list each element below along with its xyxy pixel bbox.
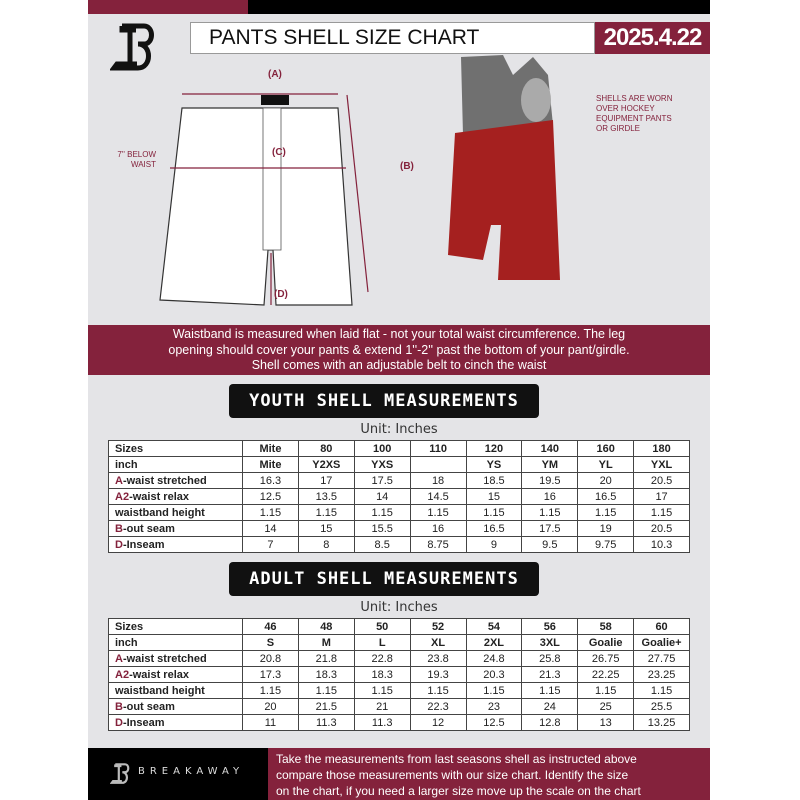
- table-cell: 16.3: [243, 473, 299, 489]
- row-label: [109, 651, 243, 667]
- measurement-letter: A: [115, 652, 123, 665]
- table-cell: 7: [243, 537, 299, 553]
- table-cell: 1.15: [466, 505, 522, 521]
- photo-note-line: SHELLS ARE WORN: [596, 94, 673, 103]
- row-label-text: -Inseam: [122, 716, 165, 729]
- row-label-text: Sizes: [115, 620, 144, 633]
- row-label-text: -out seam: [122, 700, 175, 713]
- table-cell: 19.5: [522, 473, 578, 489]
- table-cell: 20: [243, 699, 299, 715]
- row-label-text: Sizes: [115, 442, 144, 455]
- measurement-letter: B: [115, 522, 123, 535]
- row-label-text: -waist relax: [129, 668, 189, 681]
- footer-line: compare those measurements with our size chart. Identify the size: [276, 768, 629, 782]
- measurement-letter: A2: [115, 668, 130, 681]
- table-cell: 1.15: [298, 505, 354, 521]
- table-cell: 11.3: [298, 715, 354, 731]
- table-cell: 17.5: [354, 473, 410, 489]
- breakaway-logo-small: [110, 762, 132, 786]
- table-cell: 46: [243, 619, 299, 635]
- table-cell: YXS: [354, 457, 410, 473]
- measurement-note-band: [88, 325, 710, 375]
- table-cell: M: [298, 635, 354, 651]
- table-cell: 1.15: [634, 683, 690, 699]
- table-cell: 48: [298, 619, 354, 635]
- row-label: [109, 489, 243, 505]
- table-cell: 1.15: [522, 505, 578, 521]
- table-cell: 19: [578, 521, 634, 537]
- row-label-text: -waist relax: [129, 490, 189, 503]
- table-cell: 14: [354, 489, 410, 505]
- table-cell: YL: [578, 457, 634, 473]
- row-label: [109, 619, 243, 635]
- table-cell: Goalie+: [634, 635, 690, 651]
- table-cell: YXL: [634, 457, 690, 473]
- band-line: Shell comes with an adjustable belt to cinch the waist: [251, 358, 547, 372]
- photo-note-line: OVER HOCKEY: [596, 104, 655, 113]
- photo-note-line: EQUIPMENT PANTS: [596, 114, 672, 123]
- table-cell: 1.15: [410, 505, 466, 521]
- measurement-letter: A2: [115, 490, 130, 503]
- table-cell: Mite: [243, 441, 299, 457]
- table-cell: 21.5: [298, 699, 354, 715]
- table-row: [109, 667, 690, 683]
- photo-note: [596, 94, 672, 134]
- table-cell: 58: [578, 619, 634, 635]
- table-cell: 19.3: [410, 667, 466, 683]
- table-cell: 15: [298, 521, 354, 537]
- table-cell: 1.15: [522, 683, 578, 699]
- table-cell: 25.5: [634, 699, 690, 715]
- table-cell: 15.5: [354, 521, 410, 537]
- measurement-letter: D: [115, 716, 123, 729]
- table-cell: 110: [410, 441, 466, 457]
- table-cell: 18: [410, 473, 466, 489]
- table-row: [109, 473, 690, 489]
- table-cell: 160: [578, 441, 634, 457]
- table-cell: 13: [578, 715, 634, 731]
- row-label-text: -out seam: [122, 522, 175, 535]
- label-a: (A): [268, 69, 282, 80]
- table-cell: 1.15: [410, 683, 466, 699]
- table-cell: 14.5: [410, 489, 466, 505]
- table-cell: 21: [354, 699, 410, 715]
- label-d: (D): [274, 289, 288, 300]
- band-line: Waistband is measured when laid flat - not your total waist circumference. The leg: [172, 327, 626, 341]
- table-cell: 16: [410, 521, 466, 537]
- table-cell: 1.15: [578, 505, 634, 521]
- table-cell: 10.3: [634, 537, 690, 553]
- row-label: [109, 715, 243, 731]
- table-cell: 22.8: [354, 651, 410, 667]
- adult-size-table: [108, 618, 690, 731]
- footer-line: on the chart, if you need a larger size move up the scale on the chart: [276, 784, 641, 798]
- table-cell: 23: [466, 699, 522, 715]
- table-cell: Y2XS: [298, 457, 354, 473]
- table-cell: S: [243, 635, 299, 651]
- table-cell: 50: [354, 619, 410, 635]
- c-note-line: 7'' BELOW: [117, 150, 156, 159]
- footer-instructions: [268, 748, 710, 800]
- table-cell: 20.5: [634, 521, 690, 537]
- table-cell: 22.3: [410, 699, 466, 715]
- row-label-text: inch: [115, 636, 138, 649]
- row-label-text: inch: [115, 458, 138, 471]
- table-cell: 23.25: [634, 667, 690, 683]
- table-cell: 13.25: [634, 715, 690, 731]
- table-cell: 20: [578, 473, 634, 489]
- table-cell: 14: [243, 521, 299, 537]
- measurement-letter: D: [115, 538, 123, 551]
- table-cell: 56: [522, 619, 578, 635]
- table-row: [109, 537, 690, 553]
- row-label: [109, 683, 243, 699]
- youth-size-table: [108, 440, 690, 553]
- table-row: [109, 457, 690, 473]
- row-label: [109, 699, 243, 715]
- table-cell: 20.5: [634, 473, 690, 489]
- table-cell: 1.15: [354, 683, 410, 699]
- table-cell: 9.75: [578, 537, 634, 553]
- table-cell: 17: [298, 473, 354, 489]
- row-label: [109, 635, 243, 651]
- table-cell: 18.3: [354, 667, 410, 683]
- table-cell: 1.15: [578, 683, 634, 699]
- table-cell: 8: [298, 537, 354, 553]
- table-cell: 22.25: [578, 667, 634, 683]
- table-cell: L: [354, 635, 410, 651]
- row-label-text: -Inseam: [122, 538, 165, 551]
- table-cell: 3XL: [522, 635, 578, 651]
- table-cell: 12.8: [522, 715, 578, 731]
- top-strip-black: [248, 0, 710, 14]
- table-cell: 25.8: [522, 651, 578, 667]
- table-cell: 140: [522, 441, 578, 457]
- table-cell: 1.15: [634, 505, 690, 521]
- belt-buckle: [261, 95, 289, 105]
- table-row: [109, 651, 690, 667]
- brand-name: BREAKAWAY: [138, 766, 245, 777]
- table-cell: [410, 457, 466, 473]
- table-cell: XL: [410, 635, 466, 651]
- table-cell: 1.15: [243, 505, 299, 521]
- footer-line: Take the measurements from last seasons shell as instructed above: [276, 752, 637, 766]
- table-cell: 27.75: [634, 651, 690, 667]
- date-badge: 2025.4.22: [595, 22, 710, 54]
- table-cell: 11.3: [354, 715, 410, 731]
- table-row: [109, 489, 690, 505]
- table-cell: 18.3: [298, 667, 354, 683]
- row-label: [109, 457, 243, 473]
- table-cell: 16.5: [578, 489, 634, 505]
- table-row: [109, 699, 690, 715]
- table-cell: 23.8: [410, 651, 466, 667]
- adult-heading: ADULT SHELL MEASUREMENTS: [229, 562, 539, 596]
- row-label-text: -waist stretched: [122, 652, 207, 665]
- table-cell: 18.5: [466, 473, 522, 489]
- table-cell: 16.5: [466, 521, 522, 537]
- table-row: [109, 715, 690, 731]
- table-cell: 9.5: [522, 537, 578, 553]
- table-cell: 1.15: [298, 683, 354, 699]
- table-row: [109, 683, 690, 699]
- page-title: PANTS SHELL SIZE CHART: [190, 22, 595, 54]
- table-row: [109, 505, 690, 521]
- table-cell: 15: [466, 489, 522, 505]
- table-row: [109, 635, 690, 651]
- table-cell: 1.15: [466, 683, 522, 699]
- photo-note-line: OR GIRDLE: [596, 124, 641, 133]
- table-cell: 12.5: [243, 489, 299, 505]
- table-cell: 60: [634, 619, 690, 635]
- youth-heading: YOUTH SHELL MEASUREMENTS: [229, 384, 539, 418]
- table-cell: 120: [466, 441, 522, 457]
- table-cell: 52: [410, 619, 466, 635]
- c-note: [108, 150, 156, 170]
- table-cell: 12.5: [466, 715, 522, 731]
- row-label: [109, 521, 243, 537]
- table-cell: 1.15: [243, 683, 299, 699]
- c-note-line: WAIST: [130, 160, 156, 169]
- table-row: [109, 441, 690, 457]
- table-cell: 20.8: [243, 651, 299, 667]
- row-label: [109, 505, 243, 521]
- table-cell: 24: [522, 699, 578, 715]
- table-cell: 180: [634, 441, 690, 457]
- measurement-letter: B: [115, 700, 123, 713]
- table-row: [109, 521, 690, 537]
- pants-diagram: [148, 60, 448, 310]
- table-cell: YS: [466, 457, 522, 473]
- table-row: [109, 619, 690, 635]
- table-cell: 8.5: [354, 537, 410, 553]
- table-cell: 100: [354, 441, 410, 457]
- table-cell: 17.5: [522, 521, 578, 537]
- table-cell: 12: [410, 715, 466, 731]
- table-cell: 54: [466, 619, 522, 635]
- table-cell: 16: [522, 489, 578, 505]
- label-b: (B): [400, 161, 414, 172]
- table-cell: YM: [522, 457, 578, 473]
- table-cell: 17: [634, 489, 690, 505]
- table-cell: Mite: [243, 457, 299, 473]
- top-strip-maroon: [88, 0, 248, 14]
- pants-photo: [443, 55, 593, 285]
- table-cell: 13.5: [298, 489, 354, 505]
- table-cell: 2XL: [466, 635, 522, 651]
- label-c: (C): [272, 147, 286, 158]
- row-label-text: waistband height: [115, 684, 205, 697]
- measurement-letter: A: [115, 474, 123, 487]
- band-line: opening should cover your pants & extend 1''-2'' past the bottom of your pant/girdle.: [168, 342, 630, 357]
- table-cell: 17.3: [243, 667, 299, 683]
- row-label: [109, 441, 243, 457]
- table-cell: 26.75: [578, 651, 634, 667]
- row-label-text: waistband height: [115, 506, 205, 519]
- row-label-text: -waist stretched: [122, 474, 207, 487]
- table-cell: 21.3: [522, 667, 578, 683]
- table-cell: 25: [578, 699, 634, 715]
- table-cell: 24.8: [466, 651, 522, 667]
- size-chart-page: [88, 0, 710, 800]
- row-label: [109, 537, 243, 553]
- table-cell: 8.75: [410, 537, 466, 553]
- table-cell: 21.8: [298, 651, 354, 667]
- table-cell: 9: [466, 537, 522, 553]
- row-label: [109, 667, 243, 683]
- youth-unit: Unit: Inches: [360, 422, 438, 437]
- table-cell: 20.3: [466, 667, 522, 683]
- table-cell: Goalie: [578, 635, 634, 651]
- row-label: [109, 473, 243, 489]
- table-cell: 80: [298, 441, 354, 457]
- adult-unit: Unit: Inches: [360, 600, 438, 615]
- table-cell: 1.15: [354, 505, 410, 521]
- table-cell: 11: [243, 715, 299, 731]
